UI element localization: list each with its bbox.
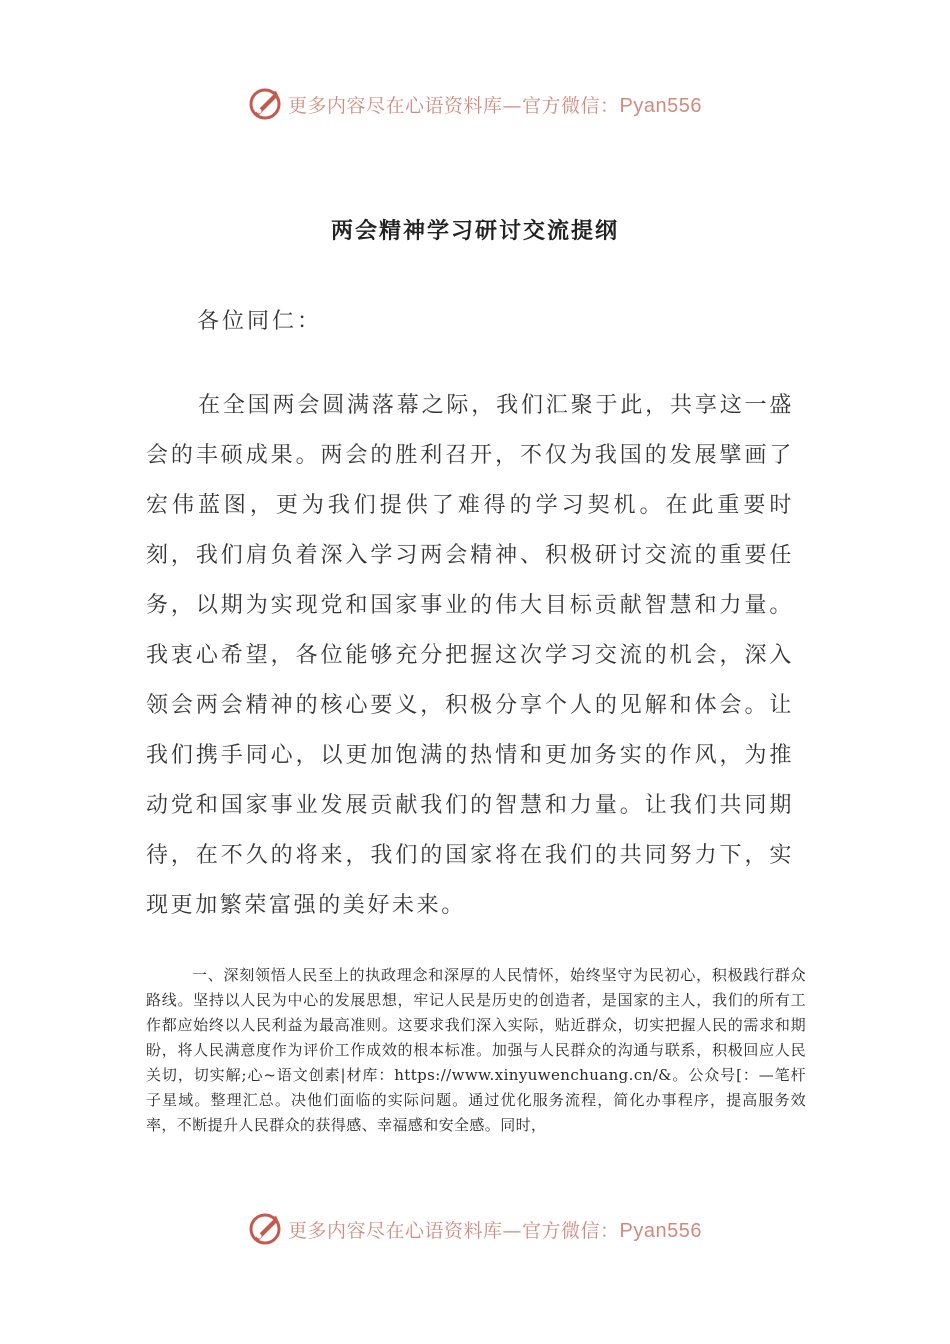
header-watermark-banner xyxy=(0,84,950,124)
quill-seal-logo-icon xyxy=(248,87,282,121)
header-watermark-label: 更多内容尽在心语资料库—官方微信： xyxy=(288,94,620,117)
section-one-paragraph: 一、深刻领悟人民至上的执政理念和深厚的人民情怀，始终坚守为民初心，积极践行群众路线。坚持以人民为中心的发展思想，牢记人民是历史的创造者，是国家的主人，我们的所有工作都应始终以人民利益为最高准则。这要求我们深入实际，贴近群众，切实把握人民的需求和期盼，将人民满意度作为评价工作成效的根本标准。加强与人民群众的沟通与联系，积极回应人民关切，切实解;心~语文创素|材库：https://www.xinyuwenchuang.cn/&。公众号[：—笔杆子星域。整理汇总。决他们面临的实际问题。通过优化服务流程，简化办事程序，提高服务效率，不断提升人民群众的获得感、幸福感和安全感。同时， xyxy=(146,966,806,1134)
document-title: 两会精神学习研讨交流提纲 xyxy=(330,219,619,244)
footer-watermark-banner xyxy=(0,1209,950,1249)
greeting: 各位同仁： xyxy=(197,309,323,334)
intro-paragraph: 在全国两会圆满落幕之际，我们汇聚于此，共享这一盛会的丰硕成果。两会的胜利召开，不仅为我国的发展擘画了宏伟蓝图，更为我们提供了难得的学习契机。在此重要时刻，我们肩负着深入学习两会精神、积极研讨交流的重要任务，以期为实现党和国家事业的伟大目标贡献智慧和力量。我衷心希望，各位能够充分把握这次学习交流的机会，深入领会两会精神的核心要义，积极分享个人的见解和体会。让我们携手同心，以更加饱满的热情和更加务实的作风，为推动党和国家事业发展贡献我们的智慧和力量。让我们共同期待，在不久的将来，我们的国家将在我们的共同努力下，实现更加繁荣富强的美好未来。 xyxy=(146,393,794,918)
header-watermark-text xyxy=(288,91,702,118)
footer-watermark-label: 更多内容尽在心语资料库—官方微信： xyxy=(288,1219,620,1242)
footer-wechat-id: Pyan556 xyxy=(619,1219,702,1242)
header-wechat-id: Pyan556 xyxy=(619,94,702,117)
footer-watermark-text xyxy=(288,1216,702,1243)
quill-seal-logo-icon xyxy=(248,1212,282,1246)
